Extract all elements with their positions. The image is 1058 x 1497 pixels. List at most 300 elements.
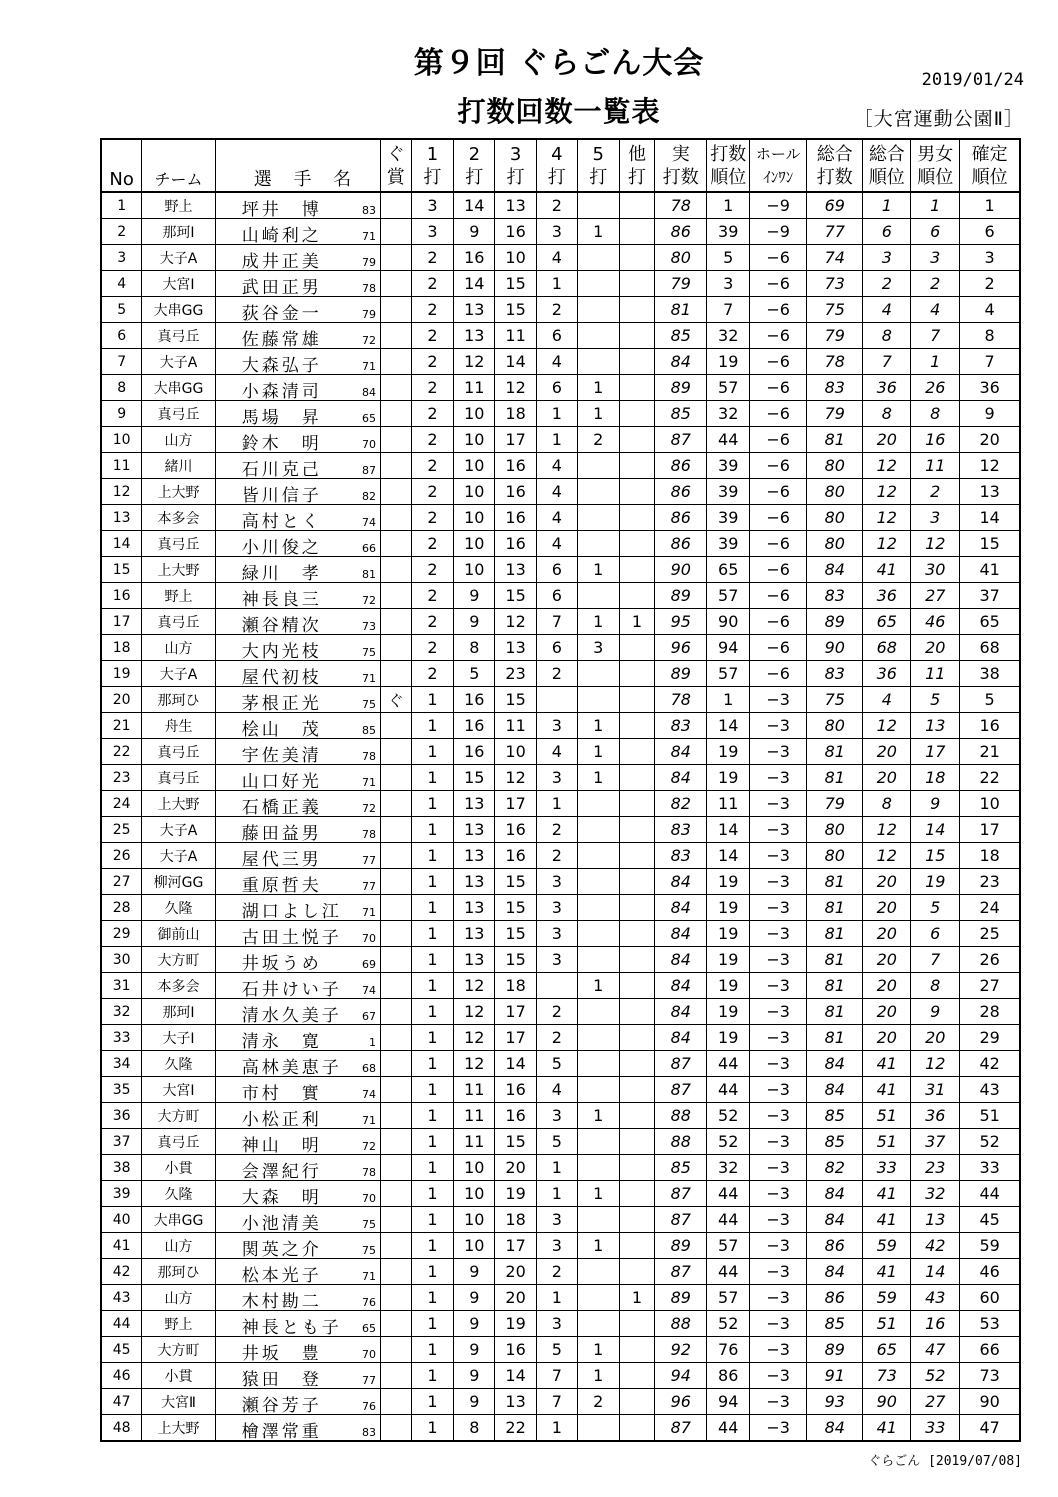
cell-gender-rank: 16 (911, 1311, 960, 1337)
cell-gender-rank: 5 (911, 895, 960, 921)
cell-name (215, 375, 380, 401)
player-age: 69 (361, 958, 376, 971)
player-age: 75 (361, 1218, 376, 1231)
cell-team: 真弓丘 (142, 765, 215, 791)
cell-d3: 16 (495, 1077, 537, 1103)
cell-total-strokes: 80 (807, 453, 863, 479)
cell-d3: 19 (495, 1181, 537, 1207)
cell-team: 上大野 (142, 479, 215, 505)
cell-actual: 85 (655, 323, 707, 349)
table-row (101, 401, 1020, 427)
cell-d1: 2 (411, 557, 454, 583)
cell-d5: 1 (577, 1363, 619, 1389)
cell-team: 野上 (142, 1311, 215, 1337)
cell-team: 真弓丘 (142, 1129, 215, 1155)
cell-d5 (577, 1415, 619, 1442)
cell-total-rank: 8 (863, 401, 911, 427)
cell-name (215, 427, 380, 453)
cell-gender-rank: 42 (911, 1233, 960, 1259)
cell-stroke-rank: 14 (707, 843, 750, 869)
cell-d2: 12 (454, 349, 495, 375)
cell-final-rank: 25 (960, 921, 1020, 947)
cell-name (215, 1337, 380, 1363)
cell-gu (380, 739, 411, 765)
cell-gender-rank: 1 (911, 192, 960, 219)
cell-gender-rank: 2 (911, 271, 960, 297)
cell-total-strokes: 69 (807, 192, 863, 219)
cell-total-strokes: 81 (807, 739, 863, 765)
cell-stroke-rank: 5 (707, 245, 750, 271)
cell-final-rank: 37 (960, 583, 1020, 609)
cell-d4: 1 (537, 1285, 578, 1311)
cell-d3: 13 (495, 1389, 537, 1415)
cell-gu (380, 453, 411, 479)
cell-name (215, 869, 380, 895)
cell-other (619, 1311, 655, 1337)
cell-d4: 6 (537, 583, 578, 609)
cell-name (215, 713, 380, 739)
cell-stroke-rank: 94 (707, 1389, 750, 1415)
cell-team: 大串GG (142, 375, 215, 401)
cell-hole-in-one: −6 (750, 349, 807, 375)
table-row (101, 661, 1020, 687)
cell-total-strokes: 81 (807, 973, 863, 999)
cell-d4: 3 (537, 895, 578, 921)
cell-d4: 4 (537, 505, 578, 531)
cell-d3: 14 (495, 349, 537, 375)
cell-actual: 80 (655, 245, 707, 271)
cell-stroke-rank: 19 (707, 947, 750, 973)
col-d3: 3 打 (495, 139, 537, 192)
cell-final-rank: 65 (960, 609, 1020, 635)
cell-gender-rank: 16 (911, 427, 960, 453)
cell-d3: 14 (495, 1363, 537, 1389)
cell-team: 上大野 (142, 1415, 215, 1442)
cell-gu (380, 1415, 411, 1442)
cell-total-rank: 41 (863, 1415, 911, 1442)
cell-final-rank: 51 (960, 1103, 1020, 1129)
cell-team: 大串GG (142, 1207, 215, 1233)
page-subtitle: 打数回数一覧表 (457, 95, 661, 128)
table-row (101, 1337, 1020, 1363)
cell-d2: 12 (454, 999, 495, 1025)
cell-gu (380, 1337, 411, 1363)
player-age: 78 (361, 828, 376, 841)
table-row (101, 739, 1020, 765)
cell-other (619, 817, 655, 843)
cell-final-rank: 59 (960, 1233, 1020, 1259)
cell-other (619, 453, 655, 479)
cell-final-rank: 7 (960, 349, 1020, 375)
cell-hole-in-one: −3 (750, 1311, 807, 1337)
cell-d2: 9 (454, 1285, 495, 1311)
cell-no: 43 (101, 1285, 142, 1311)
cell-d5 (577, 323, 619, 349)
cell-d2: 13 (454, 817, 495, 843)
player-name: 山崎利之 (241, 226, 322, 245)
cell-d3: 17 (495, 427, 537, 453)
cell-total-rank: 20 (863, 765, 911, 791)
cell-d2: 9 (454, 1259, 495, 1285)
cell-gender-rank: 9 (911, 999, 960, 1025)
cell-hole-in-one: −6 (750, 583, 807, 609)
cell-stroke-rank: 3 (707, 271, 750, 297)
cell-actual: 84 (655, 869, 707, 895)
cell-d3: 14 (495, 1051, 537, 1077)
cell-no: 14 (101, 531, 142, 557)
cell-d3: 15 (495, 947, 537, 973)
cell-d1: 1 (411, 1077, 454, 1103)
player-name: 井坂 豊 (241, 1344, 322, 1363)
cell-d1: 2 (411, 635, 454, 661)
table-row (101, 1077, 1020, 1103)
cell-stroke-rank: 39 (707, 219, 750, 245)
cell-d3: 16 (495, 817, 537, 843)
cell-hole-in-one: −9 (750, 219, 807, 245)
cell-name (215, 791, 380, 817)
cell-gender-rank: 47 (911, 1337, 960, 1363)
cell-d4: 2 (537, 192, 578, 219)
cell-name (215, 192, 380, 219)
cell-actual: 96 (655, 1389, 707, 1415)
cell-d2: 10 (454, 531, 495, 557)
table-row (101, 1103, 1020, 1129)
cell-no: 36 (101, 1103, 142, 1129)
cell-hole-in-one: −3 (750, 1233, 807, 1259)
cell-d5: 1 (577, 401, 619, 427)
player-age: 79 (361, 308, 376, 321)
cell-gu (380, 635, 411, 661)
cell-gu (380, 401, 411, 427)
cell-no: 25 (101, 817, 142, 843)
cell-hole-in-one: −3 (750, 1103, 807, 1129)
cell-team: 上大野 (142, 557, 215, 583)
cell-gender-rank: 2 (911, 479, 960, 505)
cell-total-rank: 41 (863, 1051, 911, 1077)
cell-gender-rank: 8 (911, 973, 960, 999)
table-row (101, 1181, 1020, 1207)
cell-total-rank: 59 (863, 1285, 911, 1311)
cell-actual: 85 (655, 1155, 707, 1181)
cell-name (215, 635, 380, 661)
cell-no: 15 (101, 557, 142, 583)
player-name: 小川俊之 (241, 538, 322, 557)
col-d4: 4 打 (537, 139, 578, 192)
cell-other (619, 1337, 655, 1363)
cell-d5 (577, 895, 619, 921)
cell-total-strokes: 78 (807, 349, 863, 375)
cell-hole-in-one: −6 (750, 453, 807, 479)
cell-stroke-rank: 86 (707, 1363, 750, 1389)
table-row (101, 375, 1020, 401)
cell-other (619, 1077, 655, 1103)
cell-gu (380, 245, 411, 271)
cell-total-rank: 4 (863, 297, 911, 323)
cell-no: 19 (101, 661, 142, 687)
cell-name (215, 1181, 380, 1207)
cell-d4: 1 (537, 271, 578, 297)
player-name: 武田正男 (241, 278, 322, 297)
cell-no: 38 (101, 1155, 142, 1181)
cell-d4: 3 (537, 869, 578, 895)
cell-gu (380, 661, 411, 687)
cell-final-rank: 2 (960, 271, 1020, 297)
cell-total-rank: 20 (863, 921, 911, 947)
cell-actual: 78 (655, 192, 707, 219)
cell-final-rank: 60 (960, 1285, 1020, 1311)
player-name: 小松正利 (241, 1110, 322, 1129)
cell-hole-in-one: −3 (750, 1259, 807, 1285)
table-row (101, 1129, 1020, 1155)
cell-d1: 2 (411, 271, 454, 297)
cell-total-rank: 20 (863, 973, 911, 999)
cell-gu (380, 479, 411, 505)
cell-actual: 84 (655, 947, 707, 973)
cell-d3: 16 (495, 453, 537, 479)
cell-no: 21 (101, 713, 142, 739)
cell-d2: 10 (454, 479, 495, 505)
cell-total-rank: 90 (863, 1389, 911, 1415)
cell-team: 柳河GG (142, 869, 215, 895)
player-age: 72 (361, 594, 376, 607)
cell-gender-rank: 36 (911, 1103, 960, 1129)
cell-gu (380, 973, 411, 999)
cell-final-rank: 45 (960, 1207, 1020, 1233)
table-row (101, 505, 1020, 531)
cell-gu (380, 375, 411, 401)
cell-hole-in-one: −3 (750, 1207, 807, 1233)
cell-gender-rank: 4 (911, 297, 960, 323)
cell-other (619, 843, 655, 869)
table-row (101, 453, 1020, 479)
cell-total-strokes: 89 (807, 1337, 863, 1363)
player-age: 68 (361, 1062, 376, 1075)
cell-d5 (577, 843, 619, 869)
cell-d5: 1 (577, 739, 619, 765)
cell-team: 大串GG (142, 297, 215, 323)
cell-final-rank: 90 (960, 1389, 1020, 1415)
cell-hole-in-one: −6 (750, 661, 807, 687)
cell-actual: 84 (655, 1025, 707, 1051)
cell-gu (380, 1051, 411, 1077)
cell-name (215, 1389, 380, 1415)
cell-total-strokes: 83 (807, 661, 863, 687)
player-name: 藤田益男 (241, 824, 322, 843)
cell-team: 大子Ⅰ (142, 1025, 215, 1051)
cell-d2: 10 (454, 427, 495, 453)
table-row (101, 791, 1020, 817)
cell-team: 小貫 (142, 1363, 215, 1389)
cell-stroke-rank: 57 (707, 1233, 750, 1259)
cell-total-strokes: 85 (807, 1129, 863, 1155)
cell-final-rank: 16 (960, 713, 1020, 739)
cell-d5 (577, 1077, 619, 1103)
cell-hole-in-one: −3 (750, 713, 807, 739)
cell-other (619, 713, 655, 739)
page-title: 第９回 ぐらごん大会 (413, 46, 705, 81)
table-row (101, 479, 1020, 505)
cell-total-rank: 41 (863, 557, 911, 583)
cell-d2: 10 (454, 1155, 495, 1181)
player-name: 神長良三 (241, 590, 322, 609)
cell-actual: 89 (655, 1285, 707, 1311)
player-name: 坪井 博 (241, 200, 322, 219)
cell-gu (380, 297, 411, 323)
cell-d4: 6 (537, 375, 578, 401)
cell-other (619, 661, 655, 687)
player-age: 71 (361, 230, 376, 243)
cell-d5 (577, 1051, 619, 1077)
cell-stroke-rank: 19 (707, 921, 750, 947)
cell-total-rank: 8 (863, 323, 911, 349)
player-age: 71 (361, 672, 376, 685)
player-name: 高林美恵子 (241, 1058, 342, 1077)
cell-gu (380, 427, 411, 453)
cell-total-strokes: 81 (807, 427, 863, 453)
player-age: 83 (361, 1426, 376, 1439)
cell-stroke-rank: 32 (707, 1155, 750, 1181)
cell-stroke-rank: 32 (707, 323, 750, 349)
table-row (101, 1051, 1020, 1077)
cell-total-strokes: 81 (807, 999, 863, 1025)
cell-name (215, 453, 380, 479)
cell-d2: 10 (454, 505, 495, 531)
cell-gender-rank: 11 (911, 661, 960, 687)
cell-d5: 1 (577, 609, 619, 635)
col-name: 選 手 名 (215, 139, 380, 192)
cell-d1: 1 (411, 1259, 454, 1285)
cell-d1: 1 (411, 1415, 454, 1442)
cell-d2: 11 (454, 1077, 495, 1103)
table-row (101, 1285, 1020, 1311)
cell-d3: 15 (495, 687, 537, 713)
cell-d2: 13 (454, 791, 495, 817)
cell-team: 野上 (142, 583, 215, 609)
cell-d3: 22 (495, 1415, 537, 1442)
cell-team: 山方 (142, 427, 215, 453)
cell-d4: 4 (537, 1077, 578, 1103)
cell-d2: 13 (454, 869, 495, 895)
cell-d4 (537, 973, 578, 999)
cell-total-strokes: 90 (807, 635, 863, 661)
cell-total-rank: 7 (863, 349, 911, 375)
cell-gu (380, 1285, 411, 1311)
cell-final-rank: 20 (960, 427, 1020, 453)
player-name: 荻谷金一 (241, 304, 322, 323)
cell-hole-in-one: −3 (750, 817, 807, 843)
cell-total-strokes: 84 (807, 1077, 863, 1103)
player-name: 会澤紀行 (241, 1162, 322, 1181)
cell-gender-rank: 6 (911, 219, 960, 245)
cell-d5: 2 (577, 1389, 619, 1415)
player-age: 81 (361, 568, 376, 581)
cell-d3: 12 (495, 375, 537, 401)
cell-actual: 86 (655, 453, 707, 479)
cell-d1: 2 (411, 401, 454, 427)
player-age: 76 (361, 1296, 376, 1309)
player-age: 71 (361, 1270, 376, 1283)
player-age: 75 (361, 698, 376, 711)
cell-gender-rank: 18 (911, 765, 960, 791)
cell-d2: 14 (454, 192, 495, 219)
player-name: 成井正美 (241, 252, 322, 271)
player-age: 87 (361, 464, 376, 477)
cell-d5 (577, 869, 619, 895)
cell-other (619, 479, 655, 505)
cell-final-rank: 43 (960, 1077, 1020, 1103)
cell-no: 34 (101, 1051, 142, 1077)
cell-hole-in-one: −6 (750, 401, 807, 427)
cell-final-rank: 5 (960, 687, 1020, 713)
cell-actual: 86 (655, 505, 707, 531)
cell-stroke-rank: 57 (707, 1285, 750, 1311)
cell-no: 23 (101, 765, 142, 791)
cell-d1: 2 (411, 453, 454, 479)
cell-d2: 9 (454, 1389, 495, 1415)
cell-d5: 3 (577, 635, 619, 661)
player-name: 清水久美子 (241, 1006, 342, 1025)
cell-d3: 23 (495, 661, 537, 687)
cell-d1: 1 (411, 895, 454, 921)
cell-no: 40 (101, 1207, 142, 1233)
cell-name (215, 297, 380, 323)
player-age: 77 (361, 1374, 376, 1387)
cell-other (619, 375, 655, 401)
cell-name (215, 1285, 380, 1311)
cell-other (619, 1259, 655, 1285)
table-row (101, 765, 1020, 791)
cell-stroke-rank: 76 (707, 1337, 750, 1363)
cell-total-rank: 65 (863, 1337, 911, 1363)
player-name: 猿田 登 (241, 1370, 322, 1389)
cell-no: 35 (101, 1077, 142, 1103)
player-age: 78 (361, 282, 376, 295)
cell-d1: 2 (411, 245, 454, 271)
cell-final-rank: 8 (960, 323, 1020, 349)
cell-total-strokes: 79 (807, 323, 863, 349)
cell-final-rank: 15 (960, 531, 1020, 557)
cell-name (215, 999, 380, 1025)
cell-team: 舟生 (142, 713, 215, 739)
cell-d1: 1 (411, 1155, 454, 1181)
cell-d2: 9 (454, 219, 495, 245)
cell-stroke-rank: 32 (707, 401, 750, 427)
cell-hole-in-one: −6 (750, 479, 807, 505)
cell-d3: 16 (495, 479, 537, 505)
cell-total-strokes: 77 (807, 219, 863, 245)
player-name: 重原哲夫 (241, 876, 322, 895)
cell-final-rank: 28 (960, 999, 1020, 1025)
cell-d2: 12 (454, 1051, 495, 1077)
cell-other (619, 869, 655, 895)
cell-stroke-rank: 44 (707, 1181, 750, 1207)
cell-no: 3 (101, 245, 142, 271)
cell-d3: 17 (495, 791, 537, 817)
cell-hole-in-one: −3 (750, 1181, 807, 1207)
cell-name (215, 765, 380, 791)
cell-d2: 10 (454, 1207, 495, 1233)
cell-total-rank: 12 (863, 713, 911, 739)
cell-gender-rank: 43 (911, 1285, 960, 1311)
cell-hole-in-one: −6 (750, 427, 807, 453)
player-age: 78 (361, 1166, 376, 1179)
cell-gender-rank: 52 (911, 1363, 960, 1389)
cell-d3: 19 (495, 1311, 537, 1337)
cell-stroke-rank: 44 (707, 1415, 750, 1442)
cell-d4: 4 (537, 479, 578, 505)
cell-d1: 1 (411, 1207, 454, 1233)
cell-gu (380, 1103, 411, 1129)
